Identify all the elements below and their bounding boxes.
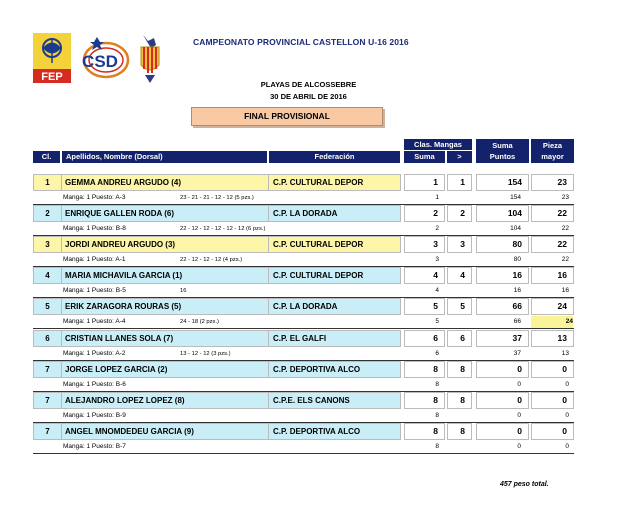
detail-suma: 4 [435, 287, 439, 294]
pieza-cell: 23 [531, 174, 574, 191]
detail-suma: 8 [435, 412, 439, 419]
weights-info: 24 - 18 (2 pzs.) [180, 319, 219, 325]
table-row [0, 423, 617, 454]
date-label: 30 DE ABRIL DE 2016 [270, 92, 347, 101]
gt-cell: 4 [447, 267, 472, 284]
header-pieza-line2: mayor [541, 152, 564, 161]
puntos-cell: 80 [476, 236, 529, 253]
row-detail [0, 441, 617, 453]
gt-cell: 5 [447, 298, 472, 315]
header-federation: Federación [269, 151, 400, 163]
detail-suma: 8 [435, 381, 439, 388]
row-main [33, 174, 401, 191]
row-detail [0, 410, 617, 422]
name-cell: JORGE LOPEZ GARCIA (2) [65, 365, 168, 374]
gt-cell: 2 [447, 205, 472, 222]
name-cell: ALEJANDRO LOPEZ LOPEZ (8) [65, 396, 185, 405]
detail-pieza: 0 [565, 443, 569, 450]
pieza-cell: 0 [531, 423, 574, 440]
detail-pieza: 22 [561, 225, 569, 232]
fep-logo [33, 33, 71, 83]
detail-pieza: 13 [561, 350, 569, 357]
gt-cell: 8 [447, 423, 472, 440]
header-suma-puntos [476, 139, 529, 163]
detail-pieza: 0 [565, 412, 569, 419]
detail-puntos: 154 [510, 194, 521, 201]
rank-cell: 5 [34, 299, 62, 314]
puntos-cell: 66 [476, 298, 529, 315]
weights-info: 16 [180, 288, 187, 294]
pieza-cell: 24 [531, 298, 574, 315]
header-clas-mangas: Clas. Mangas [404, 139, 472, 150]
rank-cell: 1 [34, 175, 62, 190]
suma-cell: 5 [404, 298, 445, 315]
table-row [0, 298, 617, 329]
puntos-cell: 0 [476, 361, 529, 378]
detail-puntos: 37 [513, 350, 521, 357]
detail-suma: 5 [435, 318, 439, 325]
puntos-cell: 154 [476, 174, 529, 191]
puntos-cell: 104 [476, 205, 529, 222]
csd-logo [80, 33, 130, 83]
row-main [33, 298, 401, 315]
row-main [33, 267, 401, 284]
table-row [0, 392, 617, 423]
suma-cell: 2 [404, 205, 445, 222]
puntos-cell: 37 [476, 330, 529, 347]
federation-cell: C.P. CULTURAL DEPOR [268, 237, 401, 252]
rank-cell: 2 [34, 206, 62, 221]
rank-cell: 6 [34, 331, 62, 346]
detail-puntos: 0 [517, 412, 521, 419]
row-main [33, 205, 401, 222]
weights-info: 23 - 21 - 21 - 12 - 12 (5 pzs.) [180, 195, 254, 201]
total-weight: 457 peso total. [500, 481, 549, 488]
federation-cell: C.P. DEPORTIVA ALCO [268, 424, 401, 439]
detail-puntos: 16 [513, 287, 521, 294]
name-cell: JORDI ANDREU ARGUDO (3) [65, 240, 176, 249]
detail-suma: 3 [435, 256, 439, 263]
gt-cell: 3 [447, 236, 472, 253]
row-main [33, 236, 401, 253]
row-main [33, 423, 401, 440]
row-main [33, 330, 401, 347]
gt-cell: 1 [447, 174, 472, 191]
gt-cell: 8 [447, 392, 472, 409]
federation-cell: C.P.E. ELS CANONS [268, 393, 401, 408]
manga-info: Manga: 1 Puesto: B-9 [63, 412, 126, 419]
provincial-crest [135, 33, 165, 85]
row-divider [33, 453, 574, 454]
name-cell: ENRIQUE GALLEN RODA (6) [65, 209, 175, 218]
rank-cell: 7 [34, 393, 62, 408]
weights-info: 22 - 12 - 12 - 12 - 12 - 12 (6 pzs.) [180, 226, 266, 232]
rank-cell: 7 [34, 362, 62, 377]
suma-cell: 8 [404, 361, 445, 378]
puntos-cell: 0 [476, 392, 529, 409]
pieza-cell: 22 [531, 205, 574, 222]
row-detail [0, 348, 617, 360]
pieza-cell: 13 [531, 330, 574, 347]
pieza-cell: 0 [531, 392, 574, 409]
status-banner: FINAL PROVISIONAL [191, 107, 383, 126]
name-cell: GEMMA ANDREU ARGUDO (4) [65, 178, 181, 187]
name-cell: ANGEL MNOMDEDEU GARCIA (9) [65, 427, 194, 436]
row-detail [0, 223, 617, 235]
header-pieza-mayor [531, 139, 574, 163]
pieza-cell: 16 [531, 267, 574, 284]
header-suma: Suma [404, 151, 445, 163]
federation-cell: C.P. DEPORTIVA ALCO [268, 362, 401, 377]
federation-cell: C.P. LA DORADA [268, 206, 401, 221]
rank-cell: 3 [34, 237, 62, 252]
row-main [33, 361, 401, 378]
manga-info: Manga: 1 Puesto: B-6 [63, 381, 126, 388]
federation-cell: C.P. LA DORADA [268, 299, 401, 314]
rank-cell: 7 [34, 424, 62, 439]
table-row [0, 236, 617, 267]
pieza-cell: 22 [531, 236, 574, 253]
row-detail [0, 254, 617, 266]
manga-info: Manga: 1 Puesto: A-2 [63, 350, 126, 357]
detail-pieza: 16 [561, 287, 569, 294]
suma-cell: 1 [404, 174, 445, 191]
puntos-cell: 0 [476, 423, 529, 440]
fep-logo-text: FEP [41, 71, 63, 83]
table-row [0, 267, 617, 298]
row-detail [0, 379, 617, 391]
detail-pieza: 0 [565, 381, 569, 388]
detail-puntos: 104 [510, 225, 521, 232]
name-cell: ERIK ZARAGORA ROURAS (5) [65, 302, 182, 311]
detail-suma: 1 [435, 194, 439, 201]
federation-cell: C.P. CULTURAL DEPOR [268, 268, 401, 283]
manga-info: Manga: 1 Puesto: B-7 [63, 443, 126, 450]
suma-cell: 3 [404, 236, 445, 253]
detail-pieza: 23 [561, 194, 569, 201]
table-row [0, 205, 617, 236]
detail-puntos: 80 [513, 256, 521, 263]
federation-cell: C.P. EL GALFI [268, 331, 401, 346]
suma-cell: 4 [404, 267, 445, 284]
rank-cell: 4 [34, 268, 62, 283]
header-name: Apellidos, Nombre (Dorsal) [62, 151, 267, 163]
suma-cell: 8 [404, 392, 445, 409]
table-row [0, 330, 617, 361]
manga-info: Manga: 1 Puesto: A-4 [63, 318, 126, 325]
manga-info: Manga: 1 Puesto: A-1 [63, 256, 126, 263]
weights-info: 22 - 12 - 12 - 12 (4 pzs.) [180, 257, 243, 263]
gt-cell: 6 [447, 330, 472, 347]
row-detail [0, 316, 617, 328]
row-divider [33, 328, 574, 329]
weights-info: 13 - 12 - 12 (3 pzs.) [180, 351, 231, 357]
row-detail [0, 192, 617, 204]
row-main [33, 392, 401, 409]
csd-logo-text: CSD [82, 52, 118, 71]
detail-puntos: 0 [517, 381, 521, 388]
name-cell: MARIA MICHAVILA GARCIA (1) [65, 271, 183, 280]
suma-cell: 8 [404, 423, 445, 440]
detail-pieza: 24 [531, 316, 573, 328]
manga-info: Manga: 1 Puesto: A-3 [63, 194, 126, 201]
manga-info: Manga: 1 Puesto: B-8 [63, 225, 126, 232]
row-detail [0, 285, 617, 297]
venue-label: PLAYAS DE ALCOSSEBRE [260, 80, 357, 89]
detail-puntos: 66 [513, 318, 521, 325]
pieza-cell: 0 [531, 361, 574, 378]
detail-puntos: 0 [517, 443, 521, 450]
name-cell: CRISTIAN LLANES SOLA (7) [65, 334, 174, 343]
detail-pieza: 22 [561, 256, 569, 263]
federation-cell: C.P. CULTURAL DEPOR [268, 175, 401, 190]
header-suma-puntos-line1: Suma [492, 141, 513, 150]
detail-suma: 2 [435, 225, 439, 232]
gt-cell: 8 [447, 361, 472, 378]
suma-cell: 6 [404, 330, 445, 347]
page-title: CAMPEONATO PROVINCIAL CASTELLON U-16 2016 [193, 37, 409, 47]
manga-info: Manga: 1 Puesto: B-5 [63, 287, 126, 294]
table-row [0, 174, 617, 205]
detail-suma: 8 [435, 443, 439, 450]
table-row [0, 361, 617, 392]
detail-suma: 6 [435, 350, 439, 357]
puntos-cell: 16 [476, 267, 529, 284]
header-pieza-line1: Pieza [542, 141, 563, 150]
header-cl: Cl. [33, 151, 60, 163]
header-gt: > [447, 151, 472, 163]
header-suma-puntos-line2: Puntos [489, 152, 516, 161]
